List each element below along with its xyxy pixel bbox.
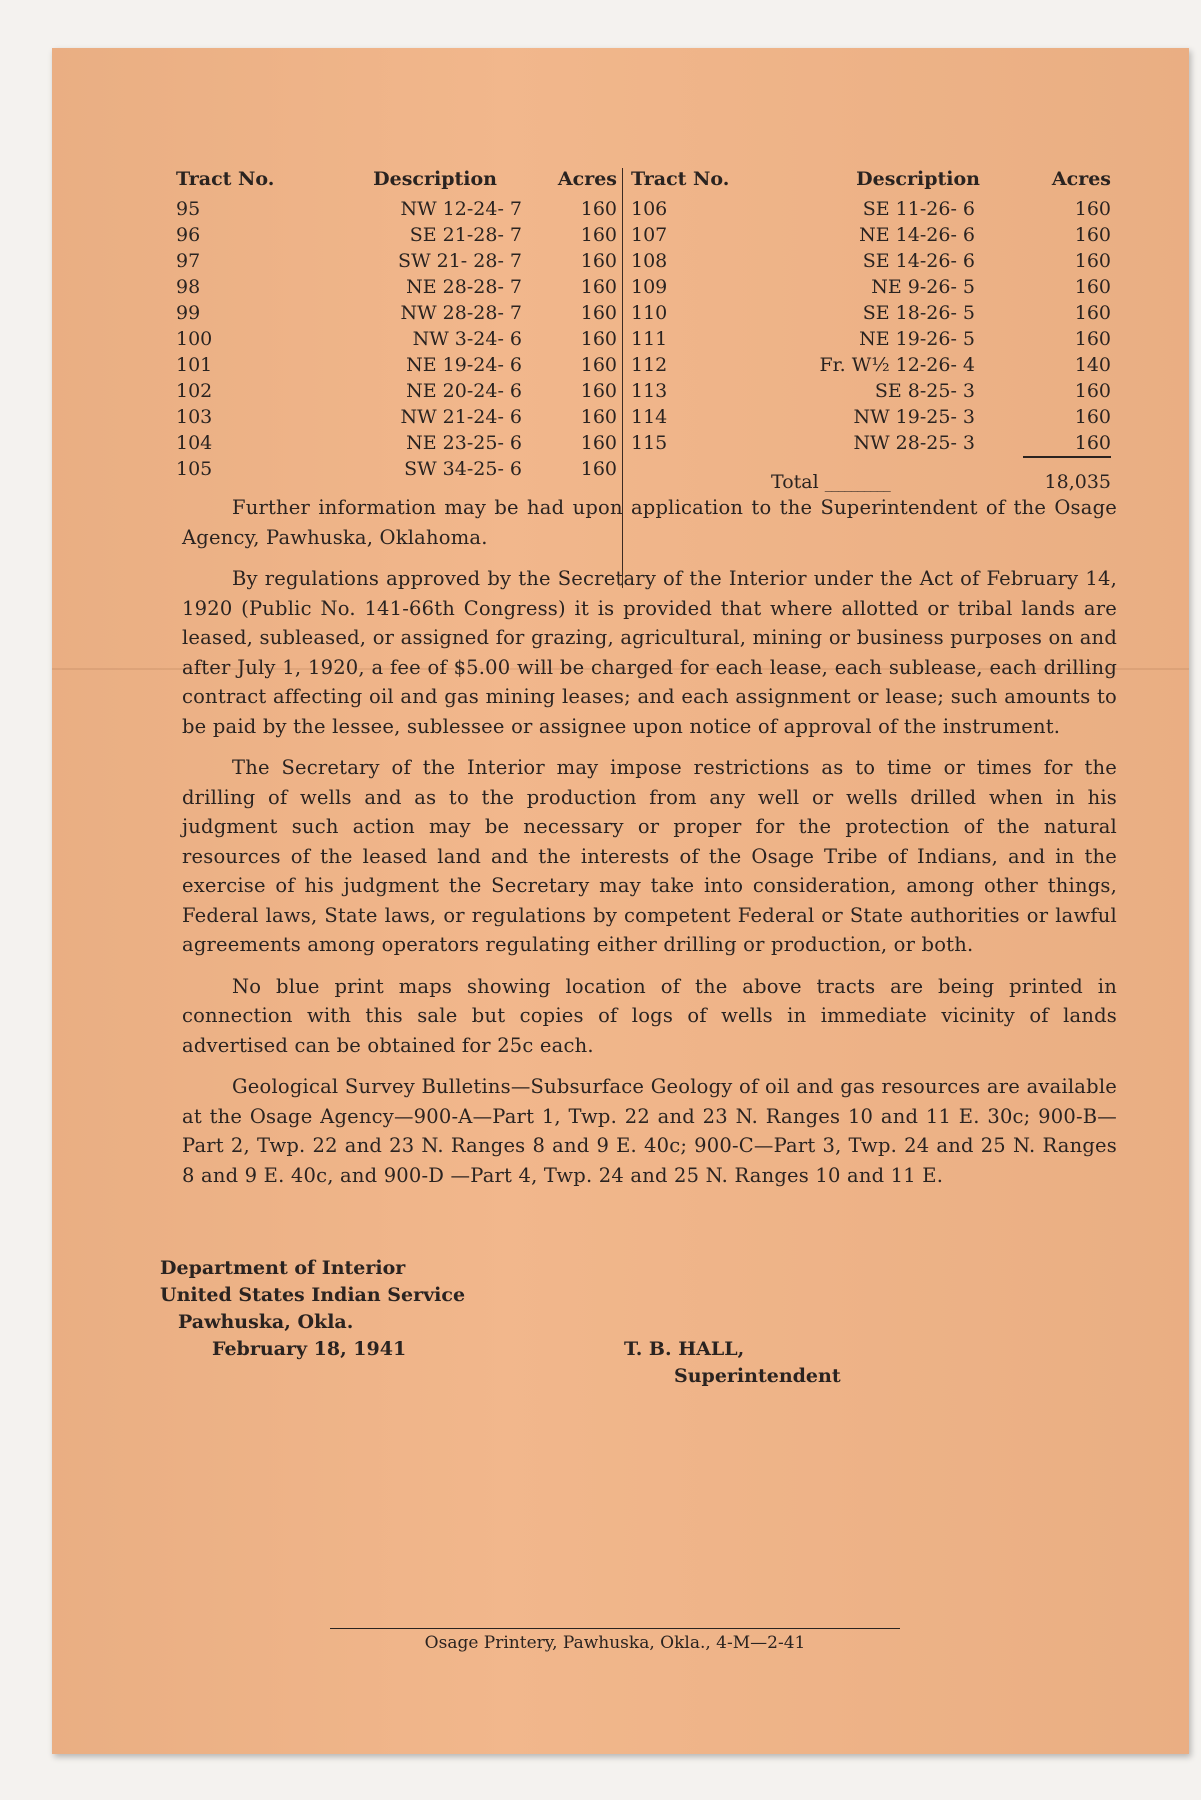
tract-number: 99 xyxy=(176,302,201,324)
tract-number: 110 xyxy=(631,302,668,324)
total-leader: __________ xyxy=(824,474,890,492)
tract-number: 97 xyxy=(176,250,201,272)
paragraph: The Secretary of the Interior may impose restrictions as to time or times for the drilling of wells and as to the production from any well or wells drilled when in his judgment such action may be necessary or proper for the protection of the natural resources of the leased land and the interests of the Osage Tribe of Indians, and in the exercise of his judgment the Secretary may take into consideration, among other things, Federal laws, State laws, or regulations by competent Federal or State authorities or lawful agreements among operators regulating either drilling or production, or both. xyxy=(182,756,1117,956)
tract-number: 111 xyxy=(631,328,668,350)
tract-row xyxy=(172,352,617,378)
tract-number: 114 xyxy=(631,406,668,428)
tract-description: NW 19-25- 3 xyxy=(853,406,975,428)
tract-acres: 160 xyxy=(580,224,617,246)
left-tract-table xyxy=(172,168,617,482)
dept-line: Department of Interior xyxy=(160,1257,406,1279)
tract-number: 101 xyxy=(176,354,213,376)
tract-row xyxy=(623,352,1115,378)
service-line: United States Indian Service xyxy=(160,1284,466,1306)
tract-row xyxy=(623,274,1115,300)
tract-row xyxy=(172,248,617,274)
table-header xyxy=(623,168,1115,196)
tract-row xyxy=(172,404,617,430)
tract-acres: 160 xyxy=(1074,250,1111,272)
tract-acres: 160 xyxy=(580,432,617,454)
tract-description: NE 9-26- 5 xyxy=(871,276,975,298)
tract-description: NE 14-26- 6 xyxy=(859,224,975,246)
tract-description: SW 34-25- 6 xyxy=(404,458,522,480)
tract-description: SE 14-26- 6 xyxy=(862,250,975,272)
tract-description: SW 21- 28- 7 xyxy=(398,250,522,272)
signer-name: T. B. HALL, xyxy=(624,1338,745,1360)
tract-row xyxy=(172,456,617,482)
tract-number: 96 xyxy=(176,224,201,246)
tract-acres: 160 xyxy=(580,380,617,402)
tract-acres: 160 xyxy=(580,276,617,298)
tract-acres: 160 xyxy=(580,198,617,220)
acres-header: Acres xyxy=(1051,168,1111,190)
tract-row xyxy=(172,274,617,300)
paragraph: No blue print maps showing location of the above tracts are being printed in connection with this sale but copies of logs of wells in immediate vicinity of lands advertised can be obtained for 25c each. xyxy=(182,974,1117,1057)
total-text: Total xyxy=(771,471,819,493)
tract-description: Fr. W½ 12-26- 4 xyxy=(819,354,975,376)
body-text xyxy=(182,493,1117,1202)
tract-row xyxy=(623,222,1115,248)
tract-acres: 140 xyxy=(1074,354,1111,376)
tract-acres: 160 xyxy=(1074,432,1111,454)
right-rows xyxy=(623,196,1115,456)
tract-acres: 160 xyxy=(580,458,617,480)
tract-number: 104 xyxy=(176,432,213,454)
tract-number: 109 xyxy=(631,276,668,298)
tract-no-header: Tract No. xyxy=(631,168,730,190)
tract-number: 107 xyxy=(631,224,668,246)
tract-acres: 160 xyxy=(1074,198,1111,220)
tract-row xyxy=(172,196,617,222)
tract-number: 113 xyxy=(631,380,668,402)
tract-description: SE 11-26- 6 xyxy=(862,198,975,220)
tract-row xyxy=(172,378,617,404)
tract-number: 106 xyxy=(631,198,668,220)
tract-acres: 160 xyxy=(580,302,617,324)
total-value: 18,035 xyxy=(1044,471,1111,493)
table-header xyxy=(172,168,617,196)
tract-acres: 160 xyxy=(580,250,617,272)
tract-acres: 160 xyxy=(1074,406,1111,428)
tract-description: NE 20-24- 6 xyxy=(406,380,522,402)
document-page xyxy=(52,48,1189,1754)
tract-number: 105 xyxy=(176,458,213,480)
total-rule xyxy=(1023,456,1111,458)
tract-acres: 160 xyxy=(1074,328,1111,350)
tract-row xyxy=(623,378,1115,404)
tract-row xyxy=(172,326,617,352)
tract-row xyxy=(623,326,1115,352)
tract-description: NE 23-25- 6 xyxy=(406,432,522,454)
tract-number: 100 xyxy=(176,328,213,350)
date-line: February 18, 1941 xyxy=(212,1338,407,1360)
tract-number: 112 xyxy=(631,354,668,376)
tract-description: SE 18-26- 5 xyxy=(862,302,975,324)
tract-description: NW 21-24- 6 xyxy=(400,406,522,428)
printer-footer: Osage Printery, Pawhuska, Okla., 4-M—2-41 xyxy=(330,1628,900,1653)
tract-row xyxy=(623,248,1115,274)
tract-row xyxy=(623,430,1115,456)
tract-description: NE 28-28- 7 xyxy=(406,276,522,298)
tract-no-header: Tract No. xyxy=(176,168,275,190)
left-rows xyxy=(172,196,617,482)
tract-description: SE 21-28- 7 xyxy=(409,224,522,246)
tract-row xyxy=(623,196,1115,222)
tract-row xyxy=(172,430,617,456)
paragraph: Geological Survey Bulletins—Subsurface Geology of oil and gas resources are available at the Osage Agency—900-A—Part 1, Twp. 22 and 23 N. Ranges 10 and 11 E. 30c; 900-B—Part 2, Twp. 22 and 23 N. Ranges 8 and 9 E. 40c; 900-C—Part 3, Twp. 24 and 25 N. Ranges 8 and 9 E. 40c, and 900-D —Part 4, Twp. 24 and 25 N. Ranges 10 and 11 E. xyxy=(182,1075,1117,1187)
tract-description: NW 28-28- 7 xyxy=(400,302,522,324)
total-label xyxy=(771,471,890,493)
tract-acres: 160 xyxy=(1074,276,1111,298)
tract-acres: 160 xyxy=(580,406,617,428)
paragraph: Further information may be had upon application to the Superintendent of the Osage Agency, Pawhuska, Oklahoma. xyxy=(182,496,1117,549)
tract-row xyxy=(623,300,1115,326)
tract-acres: 160 xyxy=(1074,224,1111,246)
tract-description: NW 28-25- 3 xyxy=(853,432,975,454)
tract-number: 108 xyxy=(631,250,668,272)
paragraph: By regulations approved by the Secretary of the Interior under the Act of February 14, 1920 (Public No. 141-66th Congress) it is provided that where allotted or tribal lands are leased, subleased, or assigned for grazing, agricultural, mining or business purposes on and after July 1, 1920, a fee of $5.00 will be charged for each lease, each sublease, each drilling contract affecting oil and gas mining leases; and each assignment or lease; such amounts to be paid by the lessee, sublessee or assignee upon notice of approval of the instrument. xyxy=(182,567,1117,738)
tract-number: 95 xyxy=(176,198,201,220)
tract-row xyxy=(623,404,1115,430)
tract-row xyxy=(172,300,617,326)
tract-row xyxy=(172,222,617,248)
tract-acres: 160 xyxy=(580,354,617,376)
tract-description: NE 19-26- 5 xyxy=(859,328,975,350)
signer-title: Superintendent xyxy=(674,1365,841,1387)
tract-number: 115 xyxy=(631,432,668,454)
tract-description: NW 12-24- 7 xyxy=(400,198,522,220)
tract-acres: 160 xyxy=(1074,380,1111,402)
city-line: Pawhuska, Okla. xyxy=(178,1311,354,1333)
tract-number: 98 xyxy=(176,276,201,298)
tract-description: NE 19-24- 6 xyxy=(406,354,522,376)
description-header: Description xyxy=(373,168,497,190)
tract-number: 103 xyxy=(176,406,213,428)
tract-description: NW 3-24- 6 xyxy=(412,328,522,350)
tract-acres: 160 xyxy=(1074,302,1111,324)
description-header: Description xyxy=(856,168,980,190)
acres-header: Acres xyxy=(557,168,617,190)
tract-acres: 160 xyxy=(580,328,617,350)
tract-number: 102 xyxy=(176,380,213,402)
tract-description: SE 8-25- 3 xyxy=(874,380,975,402)
